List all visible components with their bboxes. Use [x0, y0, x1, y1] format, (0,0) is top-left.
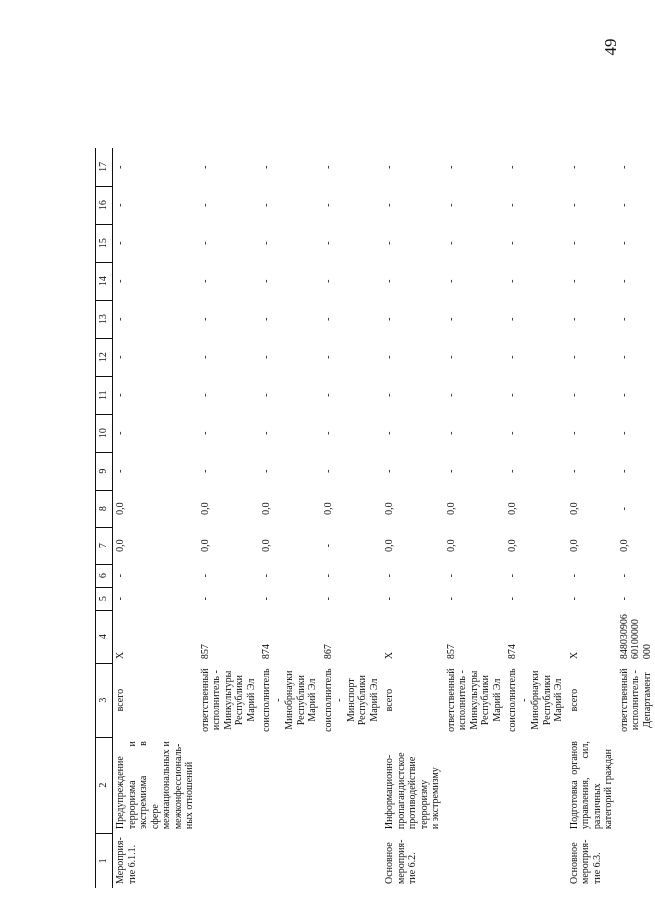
value-cell-col-17: - [568, 165, 580, 169]
value-cell-col-14: - [445, 279, 457, 283]
activity-name-cell [321, 737, 383, 833]
value-cell-col-17: - [384, 165, 395, 169]
value-cell-col-15: - [568, 241, 580, 245]
value-cell-col-6: - [322, 573, 334, 578]
activity-name-cell [505, 737, 567, 833]
header-cell-9: 9 [96, 452, 113, 490]
value-cell-col-13: - [199, 317, 211, 321]
value-cell-col-7: 0,0 [568, 539, 580, 552]
value-cell-col-5: - [618, 596, 630, 601]
value-cell-col-8: 0,0 [115, 502, 126, 515]
activity-name-cell [444, 737, 506, 833]
header-cell-2: 2 [96, 737, 113, 833]
value-cell-col-13: - [115, 317, 126, 321]
value-cell-col-12: - [568, 355, 580, 359]
value-cell-col-5: - [507, 596, 518, 601]
value-cell-col-12: - [199, 355, 211, 359]
header-cell-10: 10 [96, 414, 113, 452]
budget-code-cell: 857 [199, 644, 211, 660]
value-cell-col-12: - [322, 355, 334, 359]
value-cell-col-16: - [322, 203, 334, 207]
header-cell-17: 17 [96, 148, 113, 186]
value-cell-col-6: - [445, 573, 457, 578]
value-cell-col-14: - [322, 279, 334, 283]
budget-code-cell: 848030906 60100000 000 [618, 614, 653, 660]
header-cell-15: 15 [96, 224, 113, 262]
activity-name-cell: Информационно-пропагандистское противодействие терроризму и экстремизму [384, 752, 441, 830]
budget-code-cell: X [568, 651, 580, 660]
activity-code-cell [505, 833, 567, 888]
value-cell-col-10: - [568, 431, 580, 435]
value-cell-col-9: - [384, 469, 395, 473]
activity-code-cell: Основное мероприя- тие 6.3. [568, 839, 603, 884]
activity-name-cell [259, 737, 321, 833]
value-cell-col-13: - [384, 317, 395, 321]
value-cell-col-6: - [261, 573, 272, 578]
value-cell-col-17: - [199, 165, 211, 169]
table-row [382, 148, 444, 888]
value-cell-col-15: - [445, 241, 457, 245]
value-cell-col-14: - [115, 279, 126, 283]
value-cell-col-14: - [568, 279, 580, 283]
value-cell-col-6: - [199, 573, 211, 578]
value-cell-col-11: - [115, 393, 126, 397]
value-cell-col-6: - [384, 573, 395, 578]
activity-code-cell [321, 833, 383, 888]
budget-code-cell: 857 [445, 644, 457, 660]
value-cell-col-6: - [115, 573, 126, 578]
value-cell-col-5: - [261, 596, 272, 601]
value-cell-col-10: - [445, 431, 457, 435]
value-cell-col-16: - [261, 203, 272, 207]
table-row [567, 148, 617, 888]
header-cell-13: 13 [96, 300, 113, 338]
value-cell-col-10: - [618, 431, 630, 435]
budget-code-cell: 867 [322, 644, 334, 660]
value-cell-col-7: 0,0 [199, 539, 211, 552]
executor-cell: соисполнитель - Минобрнауки Республики Марий Эл [261, 668, 318, 732]
value-cell-col-6: - [507, 573, 518, 578]
header-cell-11: 11 [96, 376, 113, 414]
value-cell-col-8: 0,0 [507, 502, 518, 515]
value-cell-col-5: - [568, 596, 580, 601]
table-row [198, 148, 260, 888]
value-cell-col-8: 0,0 [322, 502, 334, 515]
budget-code-cell: X [115, 651, 126, 660]
value-cell-col-16: - [618, 203, 630, 207]
value-cell-col-9: - [507, 469, 518, 473]
value-cell-col-10: - [384, 431, 395, 435]
value-cell-col-14: - [618, 279, 630, 283]
value-cell-col-15: - [322, 241, 334, 245]
activity-code-cell: Мероприя- тие 6.1.1. [115, 837, 138, 884]
value-cell-col-10: - [261, 431, 272, 435]
value-cell-col-13: - [568, 317, 580, 321]
value-cell-col-15: - [115, 241, 126, 245]
value-cell-col-9: - [568, 469, 580, 473]
executor-cell: ответственный исполнитель - Минкультуры Республики Марий Эл [445, 668, 503, 732]
value-cell-col-10: - [322, 431, 334, 435]
value-cell-col-14: - [261, 279, 272, 283]
activity-name-cell: Предупреждение терроризма и экстремизма в сфере межнациональных и межконфессиональ- ных отношений [115, 741, 195, 830]
value-cell-col-17: - [618, 165, 630, 169]
value-cell-col-13: - [261, 317, 272, 321]
value-cell-col-13: - [507, 317, 518, 321]
value-cell-col-9: - [618, 469, 630, 473]
table-row [444, 148, 506, 888]
activity-code-cell [259, 833, 321, 888]
value-cell-col-5: - [115, 596, 126, 601]
value-cell-col-11: - [507, 393, 518, 397]
value-cell-col-11: - [322, 393, 334, 397]
value-cell-col-5: - [322, 596, 334, 601]
value-cell-col-14: - [199, 279, 211, 283]
page-number: 49 [601, 38, 620, 56]
value-cell-col-12: - [618, 355, 630, 359]
value-cell-col-14: - [384, 279, 395, 283]
activity-code-cell [617, 833, 655, 888]
value-cell-col-10: - [115, 431, 126, 435]
value-cell-col-10: - [199, 431, 211, 435]
budget-table [95, 148, 655, 888]
value-cell-col-7: 0,0 [507, 539, 518, 552]
value-cell-col-15: - [507, 241, 518, 245]
value-cell-col-7: 0,0 [618, 539, 630, 552]
budget-code-cell: X [384, 651, 395, 660]
activity-code-cell [198, 833, 260, 888]
value-cell-col-9: - [445, 469, 457, 473]
table-row [505, 148, 567, 888]
header-cell-14: 14 [96, 262, 113, 300]
value-cell-col-11: - [568, 393, 580, 397]
value-cell-col-11: - [445, 393, 457, 397]
table-row [321, 148, 383, 888]
value-cell-col-12: - [445, 355, 457, 359]
executor-cell: всего [115, 688, 126, 712]
value-cell-col-17: - [261, 165, 272, 169]
executor-cell: соисполнитель - Минобрнауки Республики Марий Эл [507, 668, 564, 732]
executor-cell: ответственный исполнитель - Минкультуры Республики Марий Эл [199, 668, 257, 732]
value-cell-col-15: - [199, 241, 211, 245]
value-cell-col-9: - [199, 469, 211, 473]
value-cell-col-16: - [384, 203, 395, 207]
value-cell-col-17: - [115, 165, 126, 169]
header-cell-5: 5 [96, 587, 113, 610]
value-cell-col-6: - [568, 573, 580, 578]
value-cell-col-8: 0,0 [261, 502, 272, 515]
header-cell-16: 16 [96, 186, 113, 224]
header-cell-4: 4 [96, 610, 113, 663]
value-cell-col-11: - [199, 393, 211, 397]
activity-name-cell [198, 737, 260, 833]
value-cell-col-12: - [384, 355, 395, 359]
table-row [259, 148, 321, 888]
header-cell-1: 1 [96, 833, 113, 888]
activity-name-cell [617, 737, 655, 833]
value-cell-col-7: 0,0 [445, 539, 457, 552]
activity-code-cell [444, 833, 506, 888]
value-cell-col-8: 0,0 [568, 502, 580, 515]
activity-name-cell: Подготовка органов управления, сил, различных категорий граждан [568, 741, 614, 830]
header-cell-8: 8 [96, 490, 113, 527]
value-cell-col-8: - [618, 506, 630, 511]
header-cell-6: 6 [96, 564, 113, 587]
value-cell-col-16: - [507, 203, 518, 207]
value-cell-col-8: 0,0 [445, 502, 457, 515]
value-cell-col-7: 0,0 [115, 539, 126, 552]
value-cell-col-12: - [507, 355, 518, 359]
value-cell-col-11: - [261, 393, 272, 397]
value-cell-col-14: - [507, 279, 518, 283]
value-cell-col-16: - [568, 203, 580, 207]
budget-code-cell: 874 [507, 644, 518, 660]
value-cell-col-16: - [199, 203, 211, 207]
header-row [96, 148, 113, 888]
executor-cell: соисполнитель - Минспорт Республики Марий Эл [322, 668, 380, 732]
executor-cell: всего [384, 688, 395, 712]
value-cell-col-17: - [507, 165, 518, 169]
value-cell-col-11: - [384, 393, 395, 397]
value-cell-col-9: - [261, 469, 272, 473]
value-cell-col-7: 0,0 [384, 539, 395, 552]
value-cell-col-10: - [507, 431, 518, 435]
value-cell-col-15: - [618, 241, 630, 245]
value-cell-col-8: 0,0 [199, 502, 211, 515]
executor-cell: ответственный исполнитель - Департамент [618, 668, 653, 732]
header-cell-3: 3 [96, 663, 113, 737]
value-cell-col-13: - [322, 317, 334, 321]
header-cell-12: 12 [96, 338, 113, 376]
executor-cell: всего [568, 688, 580, 712]
value-cell-col-17: - [445, 165, 457, 169]
value-cell-col-5: - [384, 596, 395, 601]
value-cell-col-9: - [322, 469, 334, 473]
value-cell-col-9: - [115, 469, 126, 473]
value-cell-col-5: - [199, 596, 211, 601]
table-row [113, 148, 198, 888]
value-cell-col-7: - [322, 543, 334, 548]
value-cell-col-12: - [115, 355, 126, 359]
value-cell-col-15: - [261, 241, 272, 245]
value-cell-col-6: - [618, 573, 630, 578]
value-cell-col-13: - [445, 317, 457, 321]
value-cell-col-11: - [618, 393, 630, 397]
budget-code-cell: 874 [261, 644, 272, 660]
table-body [96, 148, 655, 888]
activity-code-cell: Основное мероприя- тие 6.2. [384, 839, 418, 884]
value-cell-col-16: - [445, 203, 457, 207]
value-cell-col-12: - [261, 355, 272, 359]
value-cell-col-8: 0,0 [384, 502, 395, 515]
header-cell-7: 7 [96, 527, 113, 564]
value-cell-col-17: - [322, 165, 334, 169]
rotated-table-container [95, 30, 653, 888]
value-cell-col-16: - [115, 203, 126, 207]
value-cell-col-7: 0,0 [261, 539, 272, 552]
table-row [617, 148, 655, 888]
value-cell-col-5: - [445, 596, 457, 601]
value-cell-col-15: - [384, 241, 395, 245]
value-cell-col-13: - [618, 317, 630, 321]
